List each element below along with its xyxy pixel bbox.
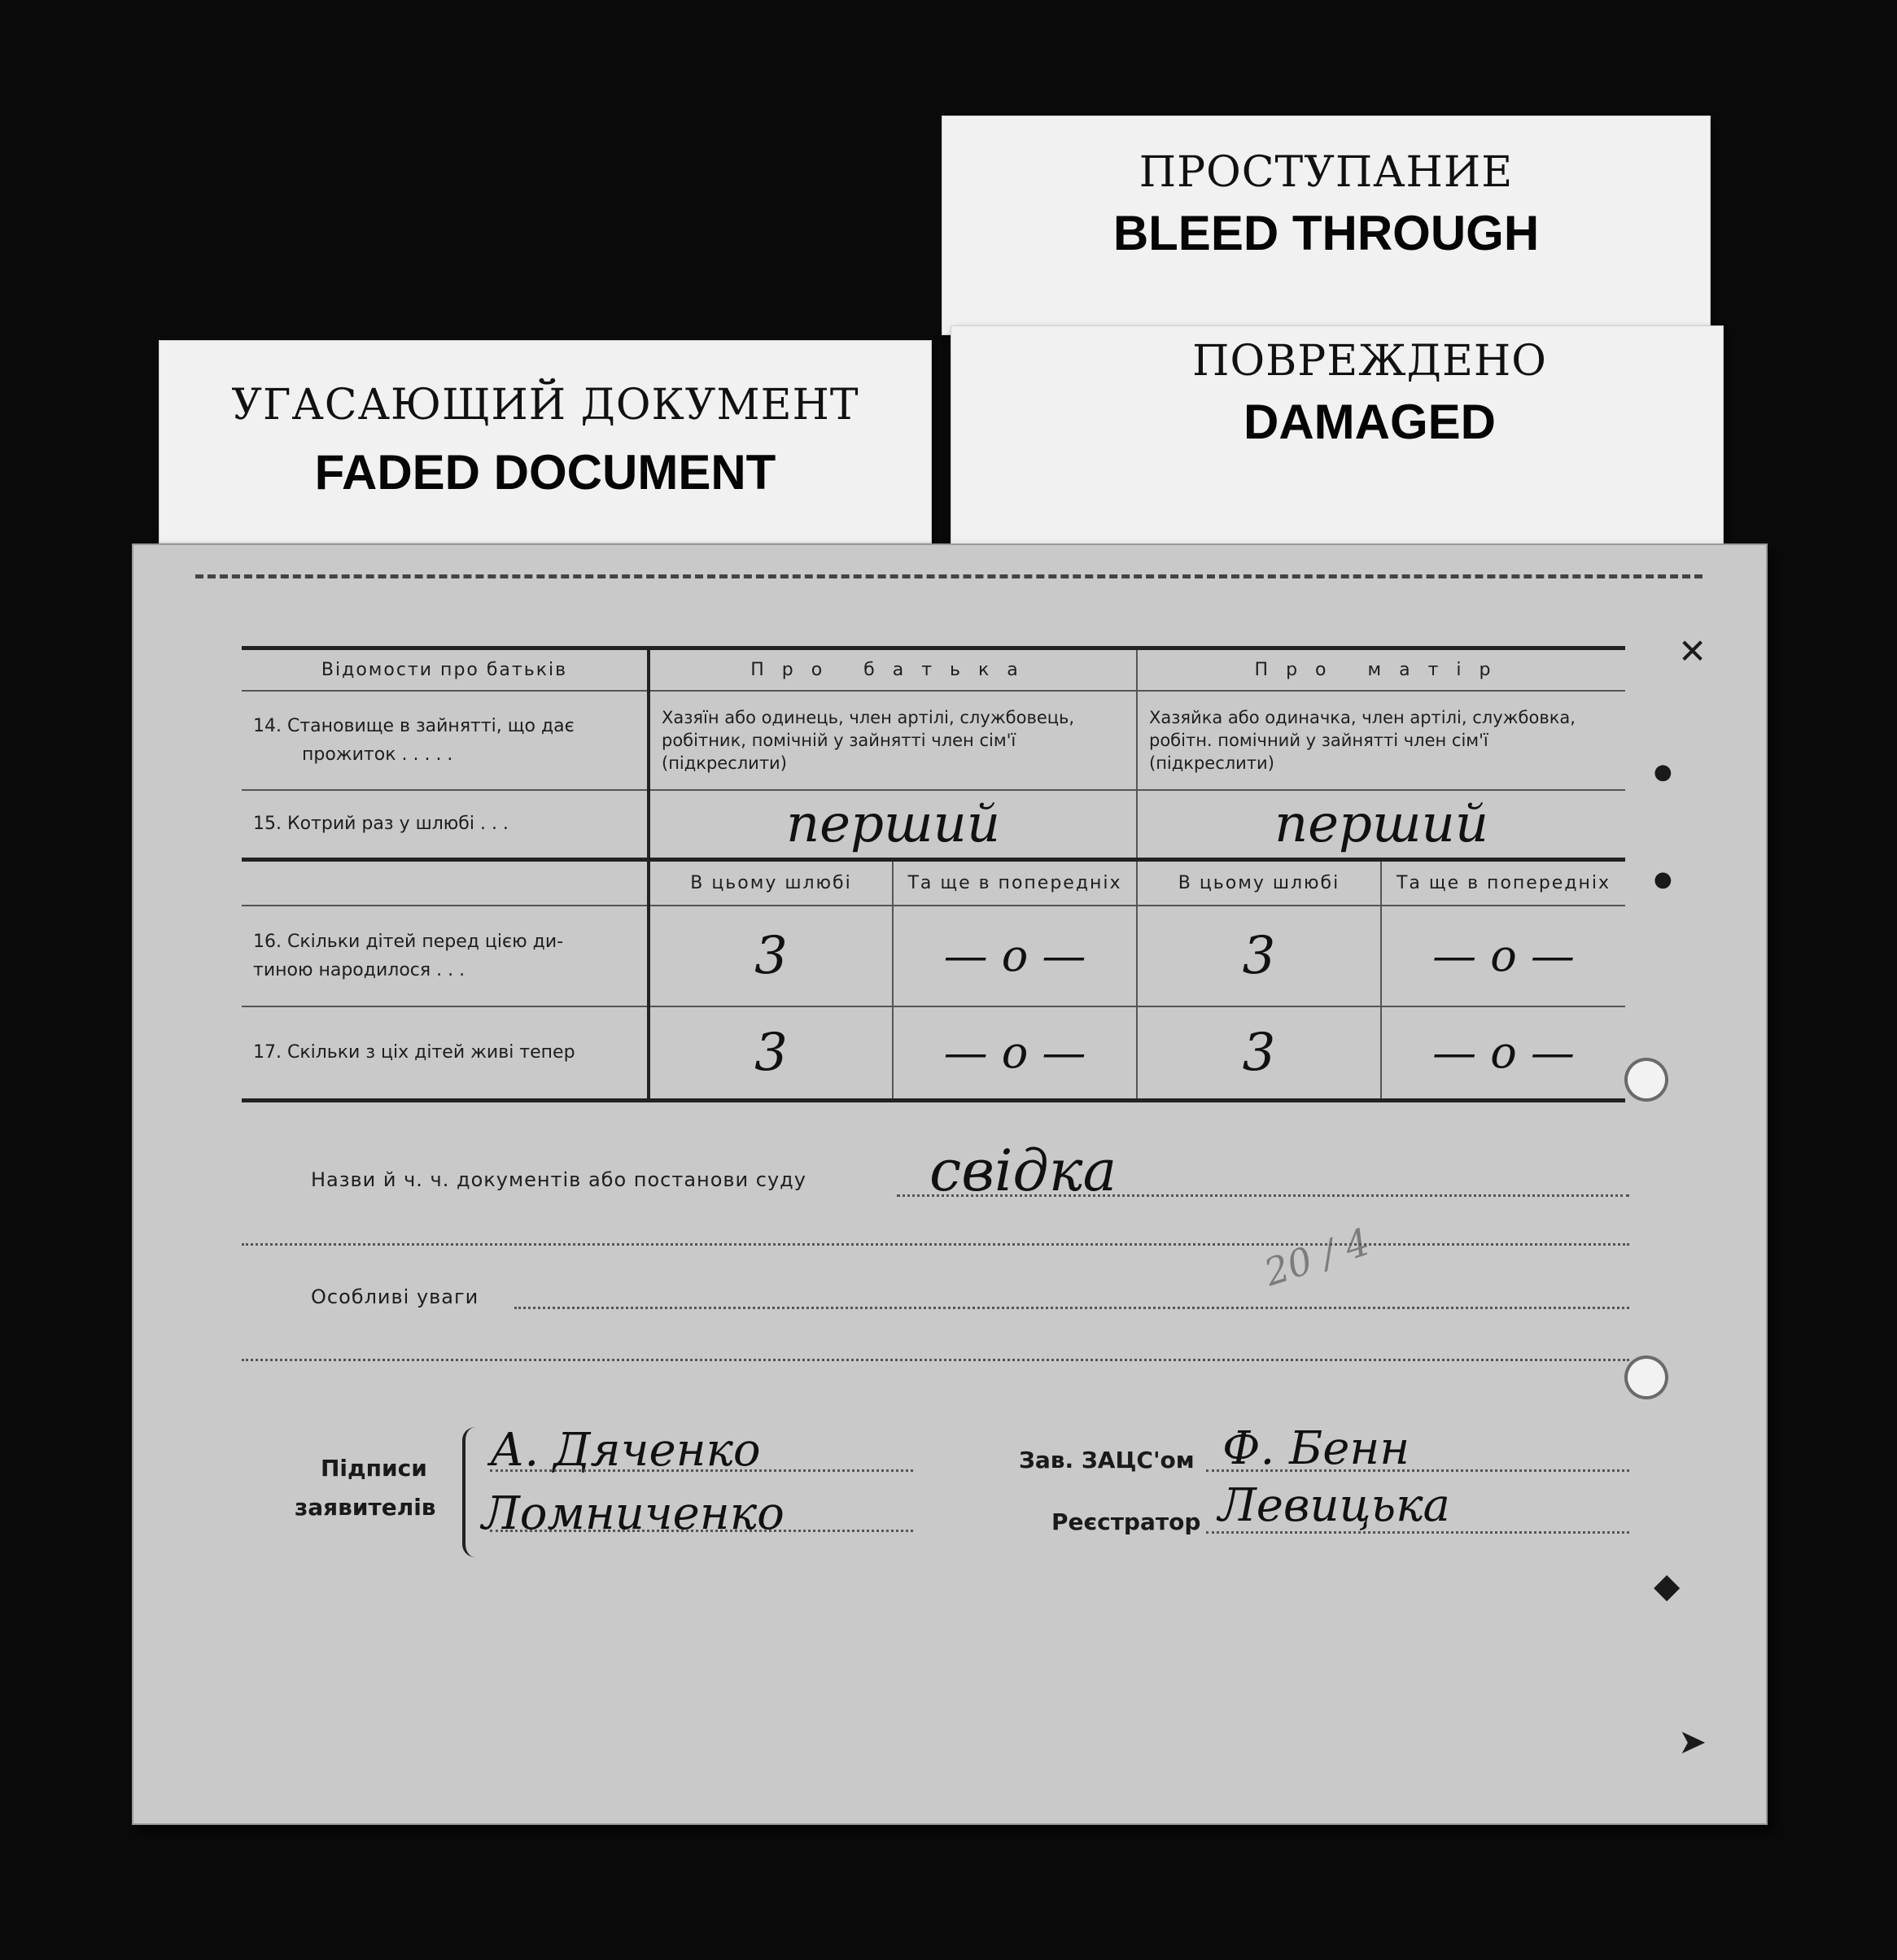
documents-line [897,1194,1629,1197]
head-line [1206,1469,1629,1472]
row17-mother-prev: — о — [1381,1006,1625,1101]
binding-hole [1628,1359,1665,1396]
row14-mother-occupation: Хазяйка або одиначка, член артілі, службовка, робітн. помічний у зайнятті член сім'ї (підкреслити) [1137,691,1625,790]
documents-value: свідка [929,1137,1117,1204]
bleed-through-tag [942,116,1711,335]
tear-mark-icon: ◆ [1654,1565,1681,1605]
tear-mark-icon: ➤ [1678,1722,1707,1761]
row17-mother-this: 3 [1137,1006,1381,1101]
head-signature: Ф. Бенн [1222,1422,1410,1475]
row14-father-occupation: Хазяїн або одинець, член артілі, службовець, робітник, помічній у зайнятті член сім'ї (підкреслити) [649,691,1137,790]
signatures-brace [462,1427,480,1557]
row16-label-line1: 16. Скільки дітей перед цією ди- [253,931,564,952]
row15-father-value: перший [649,790,1137,860]
row16-father-prev: — о — [893,906,1137,1006]
faded-document-tag [159,340,932,543]
registrar-line [1206,1531,1629,1534]
tear-mark-icon: ✕ [1678,631,1707,671]
faded-document-tag-en: FADED DOCUMENT [314,445,776,500]
documents-label: Назви й ч. ч. документів або постанови суду [311,1168,806,1191]
header-parents-info: Відомости про батьків [321,659,568,680]
header-father: Про батька [649,648,1137,691]
header-mother: Про матір [1137,648,1625,691]
documents-line-2 [242,1243,1629,1246]
row14-label-line2: прожиток . . . . . [302,744,453,765]
row15-mother-value: перший [1137,790,1625,860]
remarks-line-2 [242,1359,1629,1361]
row14-label-line1: 14. Становище в зайнятті, що дає [253,715,575,736]
remarks-line [514,1307,1629,1309]
parents-info-table [242,646,1625,1102]
damaged-tag-en: DAMAGED [1244,395,1496,449]
applicant-2-signature: Ломниченко [482,1487,785,1540]
faded-document-tag-ru: УГАСАЮЩИЙ ДОКУМЕНТ [231,381,859,430]
damaged-tag-ru: ПОВРЕЖДЕНО [1192,337,1547,386]
subheader-father-this: В цьому шлюбі [649,860,893,906]
bleed-through-tag-en: BLEED THROUGH [1112,206,1540,260]
row16-mother-this: 3 [1137,906,1381,1006]
row17-father-this: 3 [649,1006,893,1101]
applicants-label-1: Підписи [321,1455,427,1482]
row16-father-this: 3 [649,906,893,1006]
applicant-1-signature: А. Дяченко [490,1424,761,1477]
row16-mother-prev: — о — [1381,906,1625,1006]
row15-label: 15. Котрий раз у шлюбі . . . [253,814,509,835]
row17-label: 17. Скільки з ціх дітей живі тепер [253,1042,575,1063]
row16-label-line2: тиною народилося . . . [253,959,466,980]
row14-label [242,691,649,790]
registrar-label: Реєстратор [1051,1508,1201,1535]
perforation-line [195,574,1702,578]
tear-mark-icon: ● [1654,760,1672,784]
applicant-2-line [490,1530,913,1532]
registration-form-page [132,543,1768,1825]
head-label: Зав. ЗАЦС'ом [1019,1447,1195,1473]
subheader-mother-this: В цьому шлюбі [1137,860,1381,906]
tear-mark-icon: ● [1654,867,1672,892]
binding-hole [1628,1061,1665,1098]
row17-father-prev: — о — [893,1006,1137,1101]
faint-stamp: 20 / 4 [1258,1219,1375,1295]
subheader-father-previous: Та ще в попередніх [893,860,1137,906]
remarks-label: Особливі уваги [311,1286,479,1308]
subheader-mother-previous: Та ще в попередніх [1381,860,1625,906]
row16-label [242,906,649,1006]
applicants-label-2: заявителів [295,1494,436,1521]
damaged-tag [951,325,1724,545]
registrar-signature: Левицька [1218,1479,1450,1532]
applicant-1-line [490,1469,913,1472]
bleed-through-tag-ru: ПРОСТУПАНИЕ [1139,148,1514,197]
